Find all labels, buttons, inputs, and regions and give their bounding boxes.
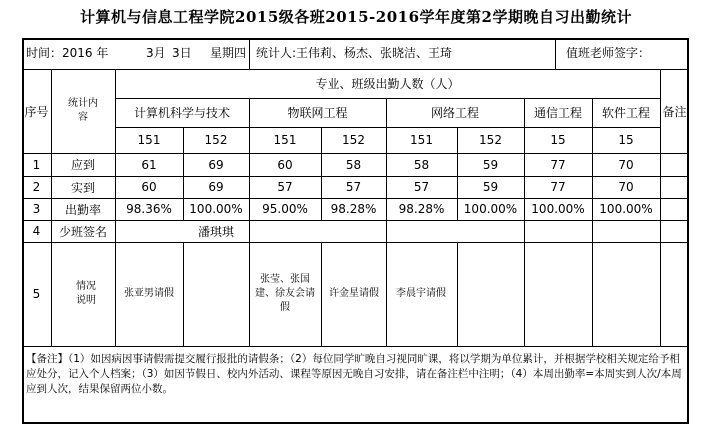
time-label: 时间：2016 年 — [26, 46, 109, 60]
seq-header: 序号 — [24, 104, 49, 119]
class-cell: 151 — [137, 133, 161, 147]
value-cell: 70 — [618, 157, 634, 172]
situation-note: 张亚男请假 — [124, 288, 174, 299]
remark-header: 备注 — [662, 104, 687, 119]
class-cell: 151 — [410, 133, 433, 147]
class-cell: 15 — [550, 133, 566, 147]
major-software: 软件工程 — [601, 106, 650, 120]
situation-note: 张莹、张国建、徐友会请假 — [255, 274, 315, 313]
page-title: 计算机与信息工程学院2015级各班2015-2016学年度第2学期晚自习出勤统计 — [80, 8, 632, 26]
row-seq: 2 — [32, 180, 41, 194]
remark-note: 【备注】（1）如因病因事请假需提交履行报批的请假条；（2）每位同学旷晚自习视同旷课，将以学期为单位累计，并根据学校相关规定给予相应处分，记入个人档案；（3）如因节假日、校内外活动、课程等原因无晚自习安排，请在备注栏中注明；（4）本周出勤率=本周实到人次/本周应到人次，结果保留两位小数。 — [26, 353, 682, 395]
stat-header: 统计内容 — [68, 98, 98, 123]
major-communication: 通信工程 — [533, 106, 582, 120]
class-cell: 152 — [479, 133, 502, 147]
value-cell: 100.00% — [189, 202, 243, 216]
value-cell: 57 — [345, 180, 362, 194]
value-cell: 100.00% — [531, 202, 585, 216]
row-label: 少班签名 — [58, 224, 107, 239]
situation-note: 许金星请假 — [329, 288, 379, 299]
value-cell: 98.28% — [330, 202, 377, 216]
class-cell: 151 — [273, 133, 297, 147]
statisticians: 统计人:王伟莉、杨杰、张晓洁、王琦 — [256, 46, 453, 60]
group-header: 专业、班级出勤人数（人） — [315, 77, 460, 91]
value-cell: 69 — [208, 157, 224, 172]
value-cell: 57 — [413, 180, 430, 194]
value-cell: 69 — [208, 180, 224, 194]
value-cell: 57 — [277, 180, 293, 194]
class-cell: 15 — [618, 133, 634, 147]
value-cell: 95.00% — [262, 202, 308, 216]
day-value: 3日 — [172, 46, 192, 60]
value-cell: 98.36% — [126, 202, 172, 216]
major-network: 网络工程 — [430, 106, 479, 120]
value-cell: 59 — [482, 180, 499, 194]
weekday-value: 星期四 — [210, 46, 247, 60]
value-cell: 100.00% — [463, 202, 518, 216]
major-iot: 物联网工程 — [287, 106, 348, 120]
row-label: 出勤率 — [64, 202, 101, 217]
row-label: 实到 — [70, 180, 95, 195]
situation-note: 李晨宇请假 — [396, 288, 446, 299]
value-cell: 77 — [550, 180, 566, 194]
row-label: 情况说明 — [76, 281, 96, 306]
value-cell: 100.00% — [599, 202, 653, 216]
value-cell: 70 — [618, 180, 634, 194]
row-seq: 4 — [32, 224, 41, 238]
row-seq: 5 — [32, 287, 41, 301]
class-leader-signature: 潘琪琪 — [197, 224, 234, 239]
row-seq: 1 — [32, 157, 41, 172]
row-seq: 3 — [32, 202, 41, 216]
value-cell: 98.28% — [398, 202, 445, 216]
class-cell: 152 — [204, 133, 228, 147]
value-cell: 59 — [482, 157, 499, 172]
value-cell: 58 — [345, 157, 362, 172]
row-label: 应到 — [70, 158, 95, 172]
major-computer-science: 计算机科学与技术 — [133, 106, 230, 120]
value-cell: 60 — [277, 157, 293, 172]
value-cell: 60 — [141, 180, 157, 194]
value-cell: 61 — [141, 157, 157, 172]
value-cell: 58 — [413, 157, 430, 172]
month-value: 3月 — [146, 46, 166, 60]
class-cell: 152 — [342, 133, 365, 147]
value-cell: 77 — [550, 157, 566, 172]
teacher-signature-field[interactable]: 值班老师签字： — [566, 46, 651, 60]
